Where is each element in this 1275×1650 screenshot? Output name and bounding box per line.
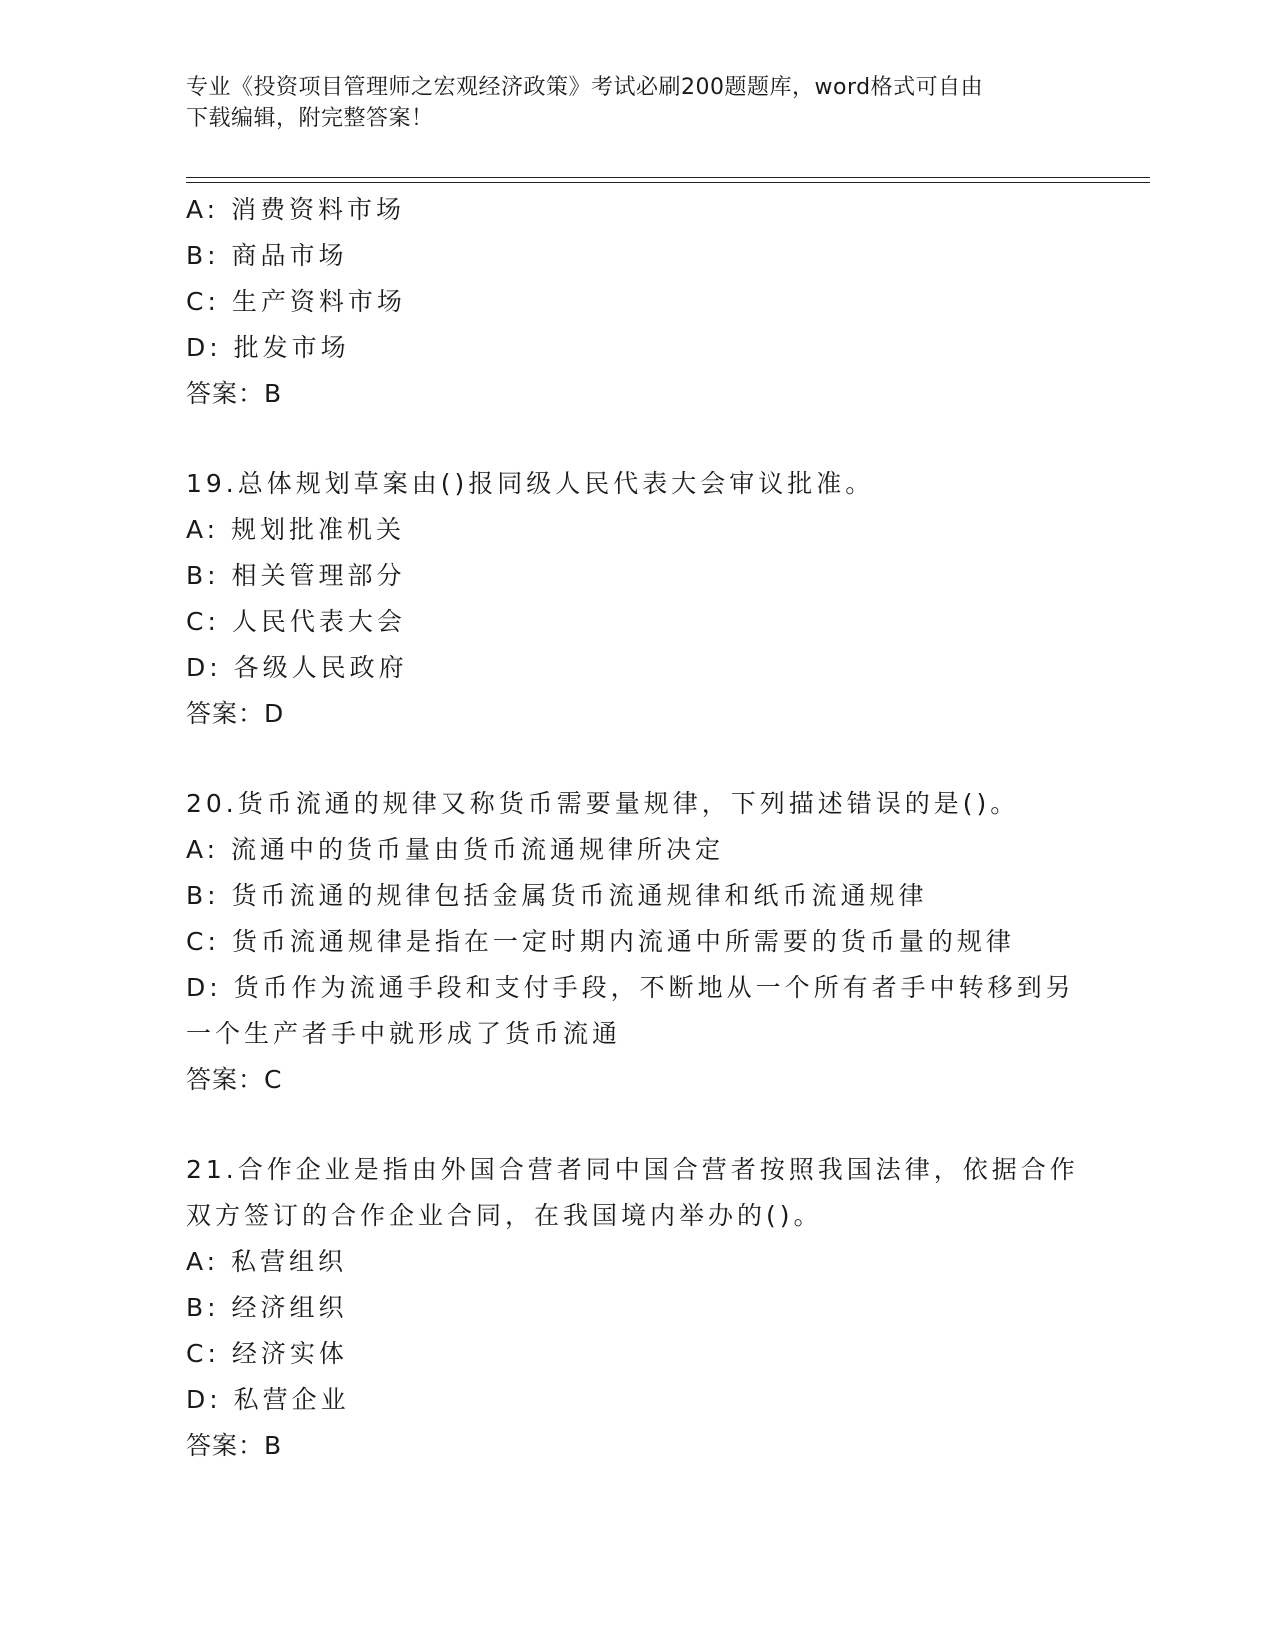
question-18 [186, 187, 1086, 417]
option-a: A: 规划批准机关 [186, 515, 406, 544]
question-text: 20.货币流通的规律又称货币需要量规律，下列描述错误的是()。 [186, 789, 1020, 818]
spacer [186, 737, 1086, 781]
option-c: C: 经济实体 [186, 1339, 348, 1368]
spacer [186, 417, 1086, 461]
option-b: B: 货币流通的规律包括金属货币流通规律和纸币流通规律 [186, 881, 928, 910]
header-divider-top [186, 177, 1150, 178]
option-a: A: 消费资料市场 [186, 195, 406, 224]
option-b: B: 经济组织 [186, 1293, 348, 1322]
header-line-1: 专业《投资项目管理师之宏观经济政策》考试必刷200题题库，word格式可自由 [186, 75, 984, 100]
option-d: D: 批发市场 [186, 333, 350, 362]
option-a: A: 流通中的货币量由货币流通规律所决定 [186, 835, 725, 864]
spacer [186, 1103, 1086, 1147]
answer: 答案：C [186, 1065, 283, 1094]
option-b: B: 商品市场 [186, 241, 348, 270]
question-20 [186, 781, 1086, 1103]
header-line-2: 下载编辑，附完整答案！ [186, 106, 434, 131]
option-c: C: 生产资料市场 [186, 287, 406, 316]
question-text: 19.总体规划草案由()报同级人民代表大会审议批准。 [186, 469, 875, 498]
answer: 答案：B [186, 1431, 283, 1460]
document-header [186, 72, 1076, 134]
question-19 [186, 461, 1086, 737]
option-c: C: 人民代表大会 [186, 607, 406, 636]
option-d-line-1: D: 货币作为流通手段和支付手段，不断地从一个所有者手中转移到另 [186, 973, 1075, 1002]
option-d-line-2: 一个生产者手中就形成了货币流通 [186, 1019, 622, 1048]
answer: 答案：D [186, 699, 285, 728]
question-21 [186, 1147, 1086, 1469]
answer: 答案：B [186, 379, 283, 408]
question-text-line-1: 21.合作企业是指由外国合营者同中国合营者按照我国法律，依据合作 [186, 1155, 1079, 1184]
question-list [186, 187, 1086, 1469]
option-c: C: 货币流通规律是指在一定时期内流通中所需要的货币量的规律 [186, 927, 1015, 956]
option-a: A: 私营组织 [186, 1247, 348, 1276]
option-d: D: 各级人民政府 [186, 653, 408, 682]
option-b: B: 相关管理部分 [186, 561, 406, 590]
option-d: D: 私营企业 [186, 1385, 350, 1414]
question-text-line-2: 双方签订的合作企业合同，在我国境内举办的()。 [186, 1201, 823, 1230]
header-divider-bottom [186, 182, 1150, 183]
